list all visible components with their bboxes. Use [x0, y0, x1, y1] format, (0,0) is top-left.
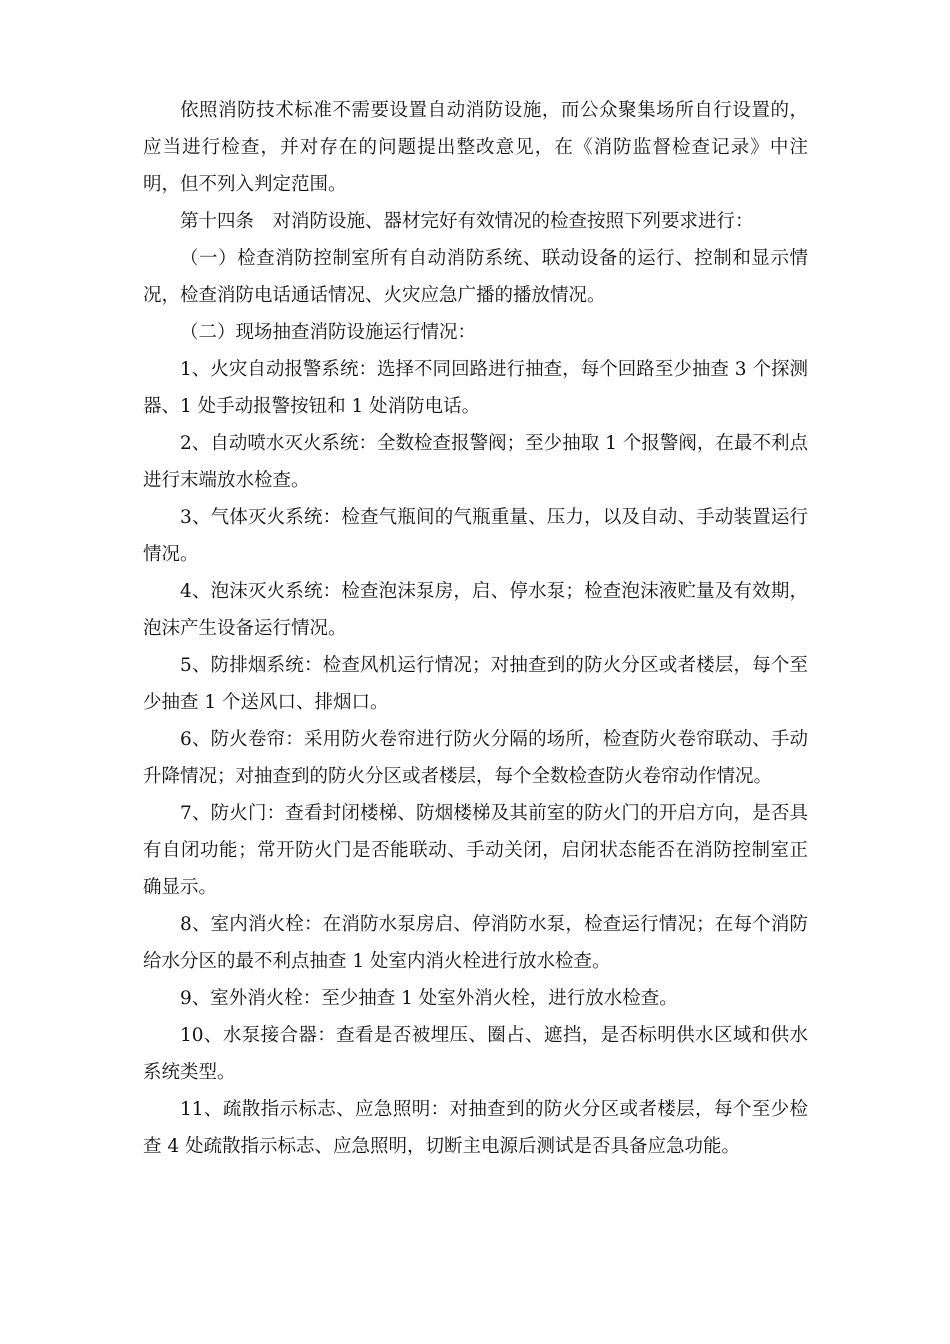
paragraph-foam-extinguishing-system: 4、泡沫灭火系统：检查泡沫泵房，启、停水泵；检查泡沫液贮量及有效期，泡沫产生设备运行情况。: [143, 581, 808, 639]
paragraph-pump-connector: 10、水泵接合器：查看是否被埋压、圈占、遮挡，是否标明供水区域和供水系统类型。: [143, 1025, 808, 1083]
paragraph-indoor-hydrant: 8、室内消火栓：在消防水泵房启、停消防水泵，检查运行情况；在每个消防给水分区的最不利点抽查 1 处室内消火栓进行放水检查。: [143, 914, 808, 972]
paragraph-item-1: （一）检查消防控制室所有自动消防系统、联动设备的运行、控制和显示情况，检查消防电话通话情况、火灾应急广播的播放情况。: [143, 248, 808, 306]
paragraph-item-2: （二）现场抽查消防设施运行情况：: [180, 322, 477, 343]
paragraph-gas-extinguishing-system: 3、气体灭火系统：检查气瓶间的气瓶重量、压力，以及自动、手动装置运行情况。: [143, 507, 808, 565]
paragraph-smoke-exhaust-system: 5、防排烟系统：检查风机运行情况；对抽查到的防火分区或者楼层，每个至少抽查 1 个送风口、排烟口。: [143, 655, 808, 713]
paragraph-sprinkler-system: 2、自动喷水灭火系统：全数检查报警阀；至少抽取 1 个报警阀，在最不利点进行末端放水检查。: [143, 433, 808, 491]
paragraph-fire-alarm-system: 1、火灾自动报警系统：选择不同回路进行抽查，每个回路至少抽查 3 个探测器、1 处手动报警按钮和 1 处消防电话。: [143, 359, 808, 417]
paragraph-evacuation-signs: 11、疏散指示标志、应急照明：对抽查到的防火分区或者楼层，每个至少检查 4 处疏散指示标志、应急照明，切断主电源后测试是否具备应急功能。: [143, 1099, 808, 1157]
paragraph-fire-shutter: 6、防火卷帘：采用防火卷帘进行防火分隔的场所，检查防火卷帘联动、手动升降情况；对抽查到的防火分区或者楼层，每个全数检查防火卷帘动作情况。: [143, 729, 808, 787]
paragraph-article-14: 第十四条 对消防设施、器材完好有效情况的检查按照下列要求进行：: [180, 211, 754, 232]
paragraph-intro: 依照消防技术标准不需要设置自动消防设施，而公众聚集场所自行设置的，应当进行检查，并对存在的问题提出整改意见，在《消防监督检查记录》中注明，但不列入判定范围。: [143, 100, 808, 195]
document-body: [143, 92, 808, 1165]
paragraph-fire-door: 7、防火门：查看封闭楼梯、防烟楼梯及其前室的防火门的开启方向，是否具有自闭功能；常开防火门是否能联动、手动关闭，启闭状态能否在消防控制室正确显示。: [143, 803, 808, 898]
paragraph-outdoor-hydrant: 9、室外消火栓：至少抽查 1 处室外消火栓，进行放水检查。: [180, 988, 678, 1009]
